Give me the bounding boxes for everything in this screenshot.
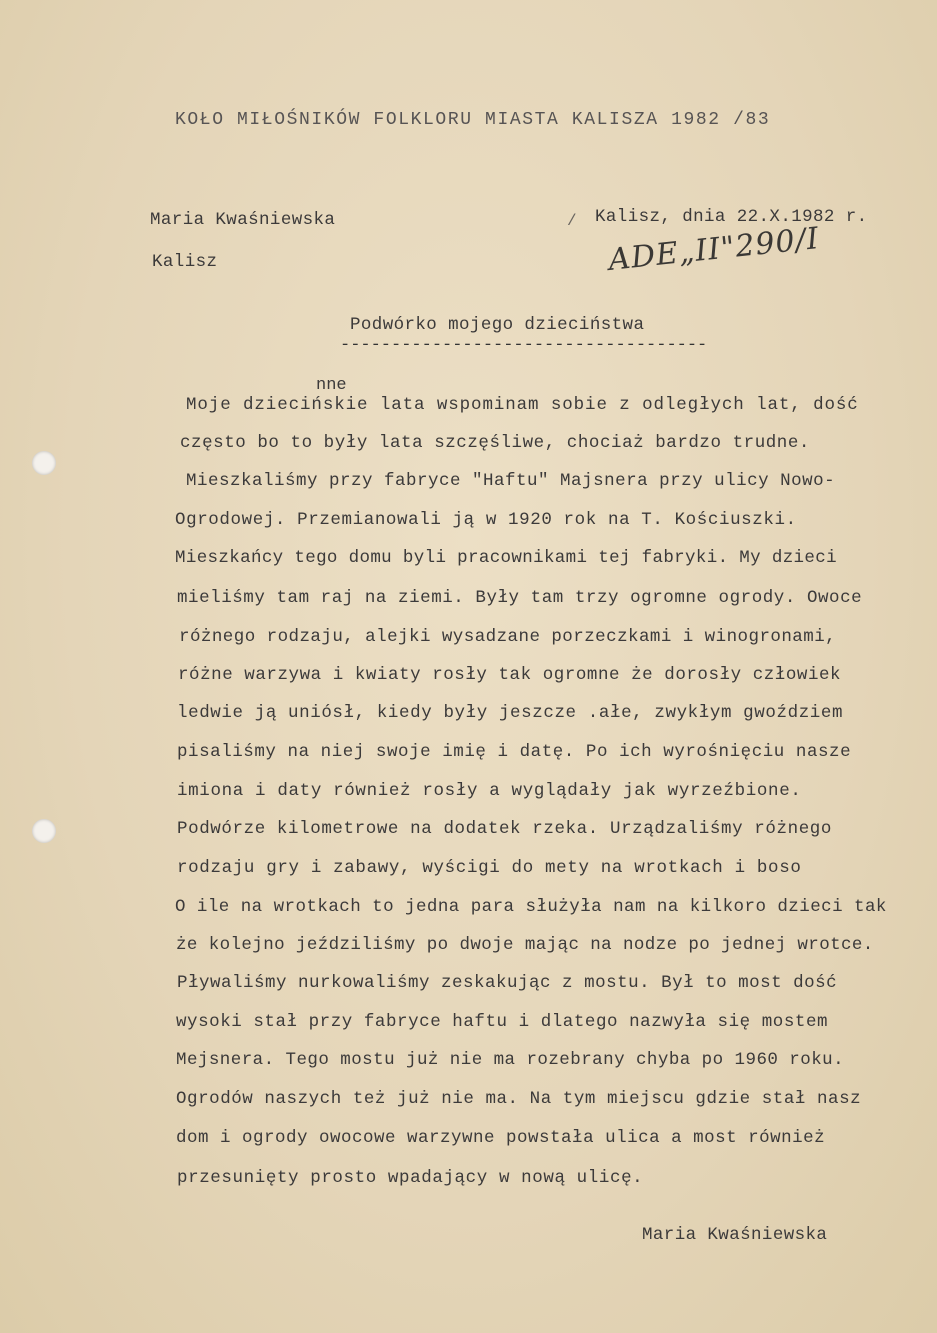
body-line: Podwórze kilometrowe na dodatek rzeka. Urządzaliśmy różnego	[177, 819, 833, 839]
body-line: Mieszkaliśmy przy fabryce "Haftu" Majsnera przy ulicy Nowo-	[186, 471, 836, 491]
body-line: różnego rodzaju, alejki wysadzane porzeczkami i winogronami,	[179, 627, 837, 647]
body-line: że kolejno jeździliśmy po dwoje mając na nodze po jednej wrotce.	[176, 935, 874, 955]
correction-superscript: nne	[316, 376, 347, 395]
body-line: pisaliśmy na niej swoje imię i datę. Po ich wyrośnięciu nasze	[177, 742, 852, 762]
body-line: Moje dziecińskie lata wspominam sobie z odległych lat, dość	[186, 395, 859, 415]
body-line: Ogrodów naszych też już nie ma. Na tym miejscu gdzie stał nasz	[176, 1089, 862, 1109]
body-line: O ile na wrotkach to jedna para służyła nam na kilkoro dzieci tak	[175, 897, 887, 917]
body-line: Pływaliśmy nurkowaliśmy zeskakując z mostu. Był to most dość	[177, 973, 838, 993]
signature: Maria Kwaśniewska	[642, 1225, 828, 1245]
punch-hole-top	[32, 451, 56, 475]
body-line: Mieszkańcy tego domu byli pracownikami tej fabryki. My dzieci	[175, 548, 837, 568]
date-line: Kalisz, dnia 22.X.1982 r.	[595, 207, 868, 227]
archive-mark: ADE„II"290/I	[606, 221, 822, 278]
document-title: Podwórko mojego dzieciństwa	[350, 315, 645, 335]
body-line: Ogrodowej. Przemianowali ją w 1920 rok na T. Kościuszki.	[175, 510, 797, 530]
sender-city: Kalisz	[152, 252, 218, 272]
body-line: ledwie ją uniósł, kiedy były jeszcze .ałe, zwykłym gwoździem	[177, 703, 844, 723]
body-line: wysoki stał przy fabryce haftu i dlatego nazwyła się mostem	[176, 1012, 829, 1032]
body-line: różne warzywa i kwiaty rosły tak ogromne że dorosły człowiek	[178, 665, 842, 685]
sender-name: Maria Kwaśniewska	[150, 210, 336, 230]
body-line: rodzaju gry i zabawy, wyścigi do mety na wrotkach i boso	[177, 858, 802, 878]
letterhead: KOŁO MIŁOŚNIKÓW FOLKLORU MIASTA KALISZA 1982 /83	[175, 110, 771, 130]
title-underline: ------------------------------------	[340, 336, 708, 355]
body-line: często bo to były lata szczęśliwe, chociaż bardzo trudne.	[180, 433, 810, 453]
body-line: imiona i daty również rosły a wyglądały jak wyrzeźbione.	[177, 781, 802, 801]
body-line: Mejsnera. Tego mostu już nie ma rozebrany chyba po 1960 roku.	[176, 1050, 845, 1070]
body-line: mieliśmy tam raj na ziemi. Były tam trzy ogromne ogrody. Owoce	[177, 588, 863, 608]
pen-mark: /	[567, 212, 577, 230]
punch-hole-bottom	[32, 819, 56, 843]
body-line: dom i ogrody owocowe warzywne powstała ulica a most również	[176, 1128, 826, 1148]
body-line: przesunięty prosto wpadający w nową ulicę.	[177, 1168, 644, 1188]
